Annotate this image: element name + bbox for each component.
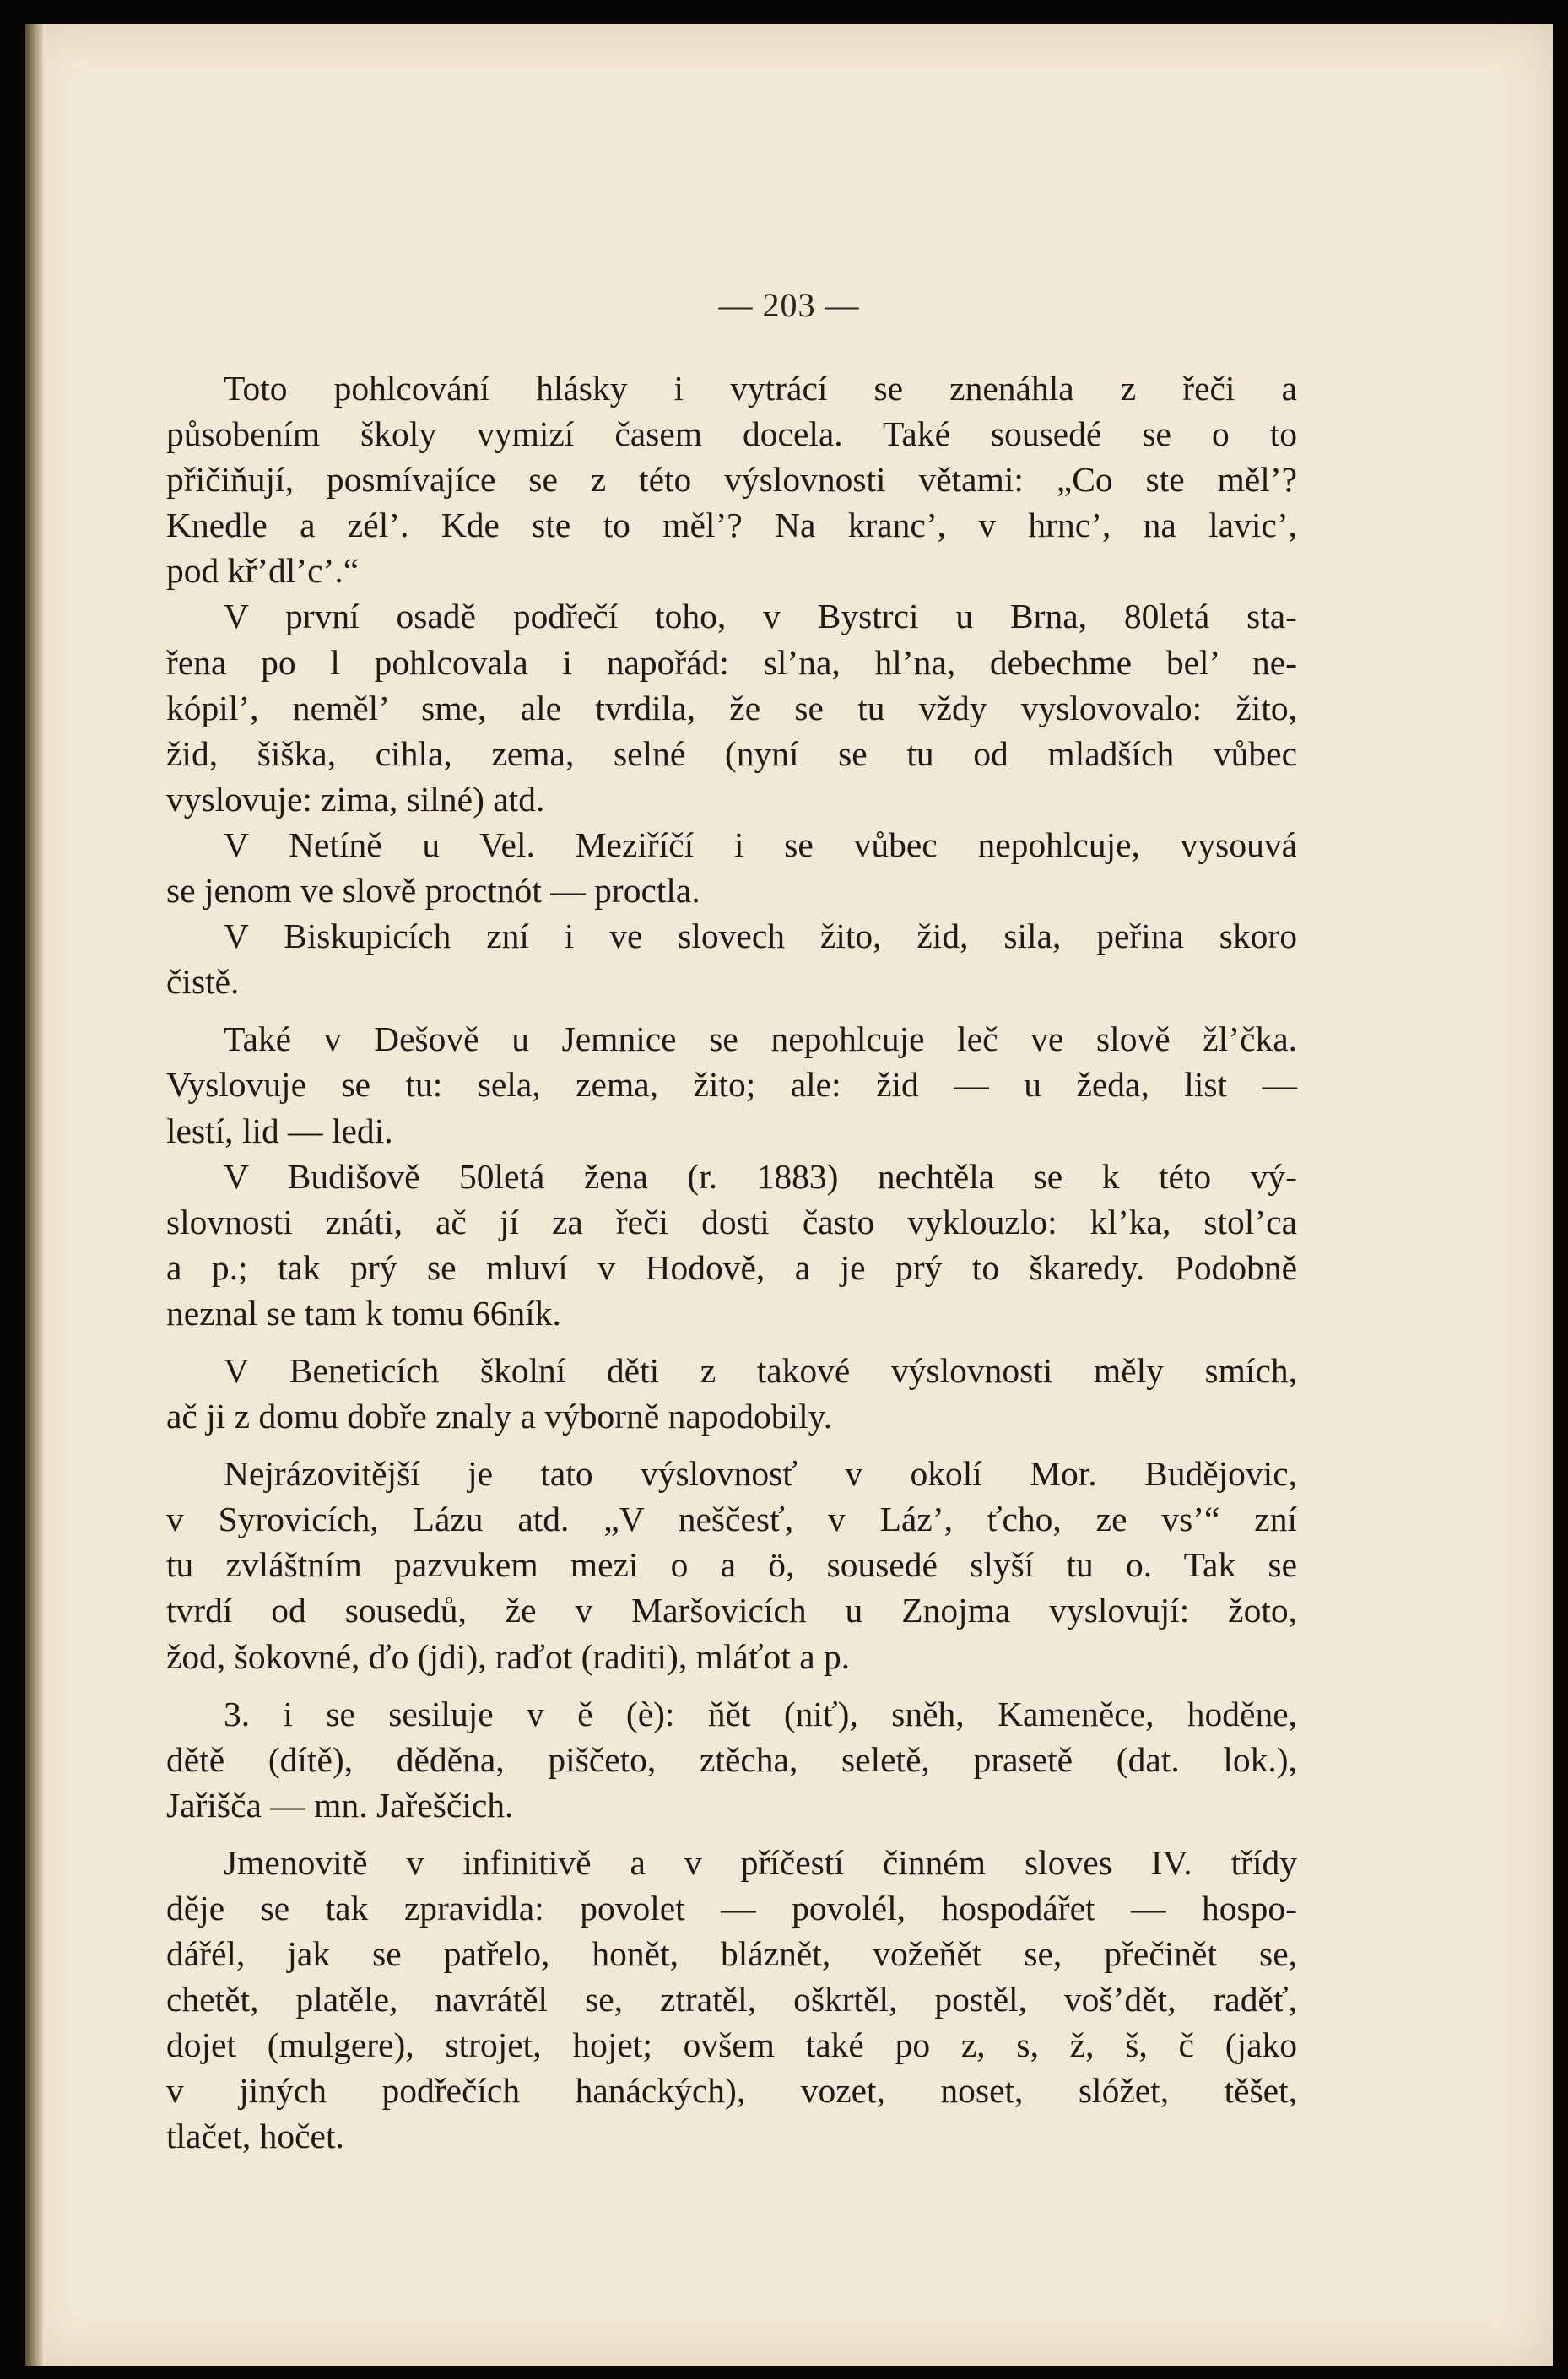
book-page [25,24,1553,2366]
body-text [166,365,1297,2160]
page-number: — 203 — [718,286,860,324]
text-line: působením školy vymizí časem docela. Také sousedé se o to [166,414,1297,454]
text-line: V Netíně u Vel. Meziříčí i se vůbec nepohlcuje, vysouvá [224,825,1297,864]
text-line: čistě. [166,962,240,1002]
text-line: 3. i se sesiluje v ě (è): ňět (niť), sněh, Kameněce, hoděne, [224,1694,1297,1733]
text-line: ač ji z domu dobře znaly a výborně napodobily. [166,1397,833,1436]
text-line: vyslovuje: zima, silné) atd. [166,779,545,819]
text-line: chetět, platěle, navrátěl se, ztratěl, oškrtěl, postěl, voš’dět, raděť, [166,1980,1297,2019]
text-line: žod, šokovné, ďo (jdi), raďot (raditi), mláťot a p. [166,1636,851,1676]
text-line: pod kř’dl’c’.“ [166,551,360,591]
text-line: V Biskupicích zní i ve slovech žito, žid, sila, peřina skoro [224,916,1297,956]
text-line: Knedle a zél’. Kde ste to měl’? Na kranc’, v hrnc’, na lavic’, [166,506,1297,545]
paragraph-gap [166,1004,1297,1016]
text-line: V Budišově 50letá žena (r. 1883) nechtěla se k této vý- [224,1156,1297,1196]
text-line: neznal se tam k tomu 66ník. [166,1293,561,1333]
text-line: slovnosti znáti, ač jí za řeči dosti často vyklouzlo: kl’ka, stol’ca [166,1202,1297,1241]
text-line: Nejrázovitější je tato výslovnosť v okolí Mor. Budějovic, [224,1454,1297,1494]
text-line: Toto pohlcování hlásky i vytrácí se znenáhla z řeči a [224,369,1297,408]
text-line: dětě (dítě), děděna, piščeto, ztěcha, seletě, prasetě (dat. lok.), [166,1739,1297,1779]
text-line: dojet (mulgere), strojet, hojet; ovšem také po z, s, ž, š, č (jako [166,2025,1297,2065]
text-line: tvrdí od sousedů, že v Maršovicích u Znojma vyslovují: žoto, [166,1591,1297,1630]
paragraph-gap [166,1828,1297,1840]
text-line: Jmenovitě v infinitivě a v příčestí činném sloves IV. třídy [224,1842,1297,1882]
text-line: V první osadě podřečí toho, v Bystrci u Brna, 80letá sta- [224,597,1297,636]
text-line: tu zvláštním pazvukem mezi o a ö, sousedé slyší tu o. Tak se [166,1545,1297,1585]
text-line: dářél, jak se patřelo, honět, bláznět, vožeňět se, přečinět se, [166,1934,1297,1974]
text-line: Také v Dešově u Jemnice se nepohlcuje leč ve slově žl’čka. [224,1019,1297,1059]
paragraph-gap [166,1439,1297,1451]
text-line: přičiňují, posmívajíce se z této výslovnosti větami: „Co ste měl’? [166,460,1297,500]
page-spine-shadow [25,24,46,2366]
text-line: se jenom ve slově proctnót — proctla. [166,871,700,911]
text-line: kópil’, neměl’ sme, ale tvrdila, že se tu vždy vyslovovalo: žito, [166,688,1297,727]
paragraph-gap [166,1679,1297,1691]
text-line: v Syrovicích, Lázu atd. „V neščesť, v Láz’, ťcho, ze vs’“ zní [166,1500,1297,1539]
text-line: žid, šiška, cihla, zema, selné (nyní se tu od mladších vůbec [166,733,1297,773]
text-line: lestí, lid — ledi. [166,1111,393,1150]
text-line: a p.; tak prý se mluví v Hodově, a je prý to škaredy. Podobně [166,1247,1297,1287]
text-line: Vyslovuje se tu: sela, zema, žito; ale: žid — u žeda, list — [166,1065,1297,1105]
text-line: řena po l pohlcovala i napořád: sl’na, hl’na, debechme bel’ ne- [166,642,1297,682]
text-line: V Beneticích školní děti z takové výslovnosti měly smích, [224,1350,1297,1390]
text-line: tlačet, hočet. [166,2117,344,2156]
text-line: děje se tak zpravidla: povolet — povolél, hospodářet — hospo- [166,1889,1297,1928]
text-line: v jiných podřečích hanáckých), vozet, noset, slóžet, těšet, [166,2071,1297,2111]
text-line: Jařišča — mn. Jařeščich. [166,1785,514,1825]
paragraph-gap [166,1336,1297,1348]
